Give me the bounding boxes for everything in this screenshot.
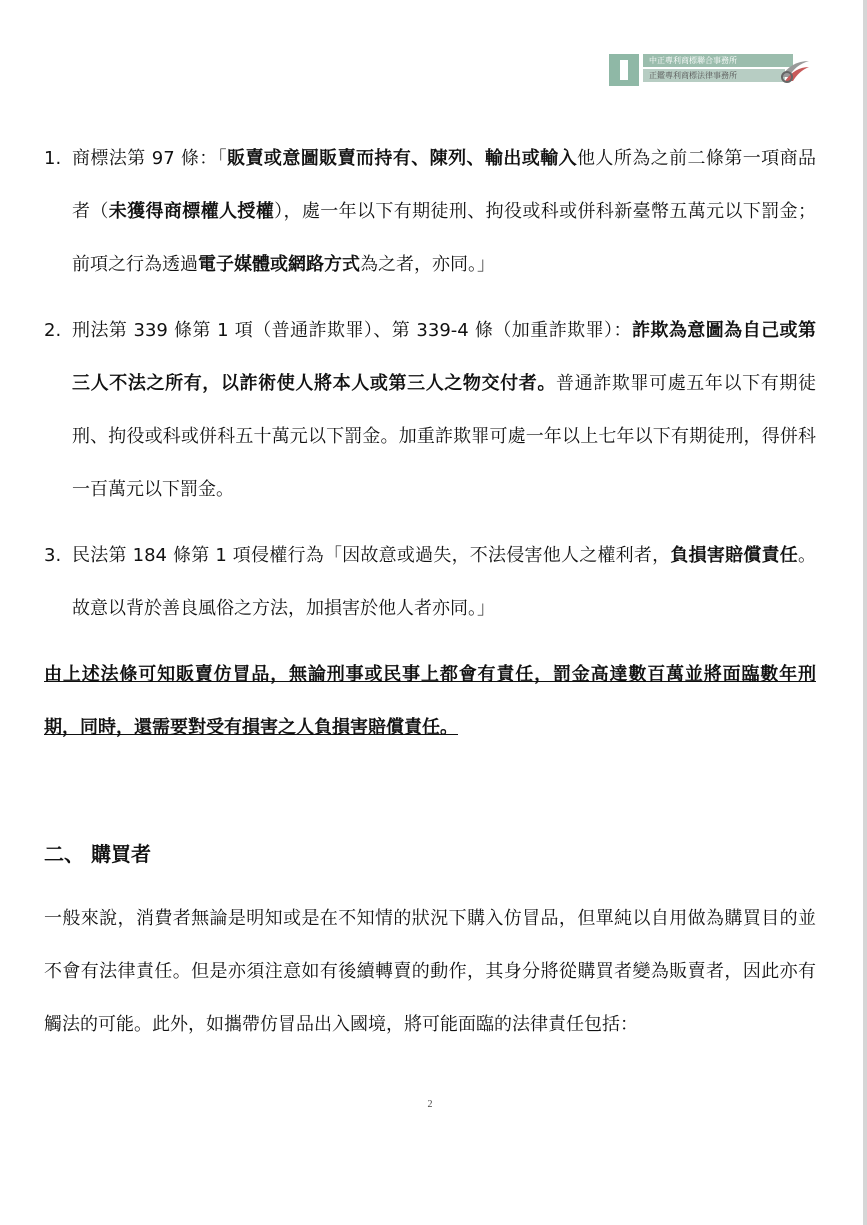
text-run: ），處一年以下有期徒刑、拘役或科或併科新臺幣五萬元以下罰金；前項之行為透過 bbox=[72, 201, 816, 275]
text-run: 他人所為之前二條第一項商品者（ bbox=[72, 148, 816, 222]
list-item-3 bbox=[44, 529, 816, 635]
list-item-2 bbox=[44, 304, 816, 516]
list-number: 2. bbox=[44, 320, 62, 341]
firm-logo bbox=[609, 54, 815, 88]
text-run: 刑法第 339 條第 1 項（普通詐欺罪）、第 339-4 條（加重詐欺罪）： bbox=[72, 320, 632, 341]
firm-logo-mark bbox=[609, 54, 639, 86]
text-run: 為之者，亦同。」 bbox=[360, 254, 495, 275]
text-run: 。故意以背於善良風俗之方法，加損害於他人者亦同。」 bbox=[72, 545, 817, 619]
page-number: 2 bbox=[427, 1099, 433, 1110]
page-edge bbox=[863, 0, 867, 1225]
list-text-2 bbox=[72, 304, 816, 516]
list-text-3 bbox=[72, 529, 816, 635]
list-item-1 bbox=[44, 132, 816, 291]
swoosh-icon bbox=[777, 57, 811, 85]
text-run: 民法第 184 條第 1 項侵權行為「因故意或過失，不法侵害他人之權利者， bbox=[72, 545, 671, 566]
bold-run: 販賣或意圖販賣而持有、陳列、輸出或輸入 bbox=[227, 148, 577, 169]
list-number: 1. bbox=[44, 148, 62, 169]
bold-run: 電子媒體或網路方式 bbox=[198, 254, 360, 275]
section-body: 一般來說，消費者無論是明知或是在不知情的狀況下購入仿冒品，但單純以自用做為購買目的並不會有法律責任。但是亦須注意如有後續轉賣的動作，其身分將從購買者變為販賣者，因此亦有觸法的可能。此外，如攜帶仿冒品出入國境，將可能面臨的法律責任包括： bbox=[44, 908, 816, 1035]
list-text-1 bbox=[72, 132, 816, 291]
bold-run: 負損害賠償責任 bbox=[670, 545, 799, 566]
bold-run: 詐欺為意圖為自己或第三人不法之所有，以詐術使人將本人或第三人之物交付者。 bbox=[72, 320, 816, 394]
section-title: 二、 購買者 bbox=[44, 842, 151, 866]
logo-line-2: 正鑑專利商標法律事務所 bbox=[643, 69, 785, 82]
summary-paragraph: 由上述法條可知販賣仿冒品，無論刑事或民事上都會有責任，罰金高達數百萬並將面臨數年刑期，同時，還需要對受有損害之人負損害賠償責任。 bbox=[44, 664, 816, 738]
text-run: 普通詐欺罪可處五年以下有期徒刑、拘役或科或併科五十萬元以下罰金。加重詐欺罪可處一年以上七年以下有期徒刑，得併科一百萬元以下罰金。 bbox=[72, 373, 816, 500]
list-number: 3. bbox=[44, 545, 62, 566]
logo-line-1: 中正專利商標聯合事務所 bbox=[643, 54, 793, 67]
text-run: 商標法第 97 條：「 bbox=[72, 148, 228, 169]
bold-run: 未獲得商標權人授權 bbox=[108, 201, 275, 222]
